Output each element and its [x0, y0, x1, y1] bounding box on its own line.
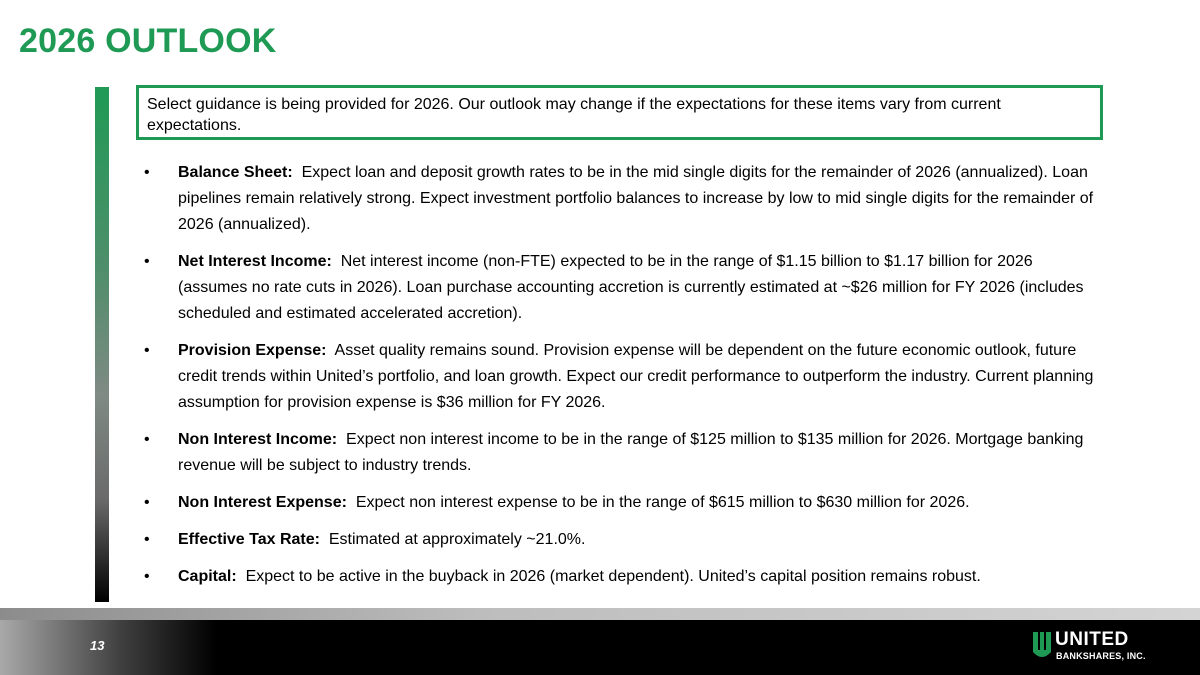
list-item: [140, 490, 1105, 516]
bullet-text: Net interest income (non-FTE) expected to be in the range of $1.15 billion to $1.17 billion for 2026 (assumes no rate cuts in 2026). Loan purchase accounting accretion is currently estimated at ~$26 million for FY 2026 (includes scheduled and estimated accelerated accretion).: [178, 253, 1084, 322]
logo-name: UNITED: [1055, 629, 1129, 650]
bullet-text: Estimated at approximately ~21.0%.: [328, 531, 586, 548]
list-item: [140, 564, 1105, 590]
list-item: [140, 427, 1105, 479]
bullet-label: Provision Expense:: [178, 342, 327, 359]
guidance-box: [136, 85, 1103, 140]
outlook-bullet-list: [140, 160, 1105, 601]
logo-subtitle: BANKSHARES, INC.: [1056, 651, 1146, 661]
list-item: [140, 527, 1105, 553]
list-item: [140, 249, 1105, 327]
list-item: [140, 160, 1105, 238]
bullet-label: Capital:: [178, 568, 237, 585]
united-bankshares-logo-icon: [1033, 632, 1051, 662]
bullet-label: Effective Tax Rate:: [178, 531, 320, 548]
bullet-text: Asset quality remains sound. Provision expense will be dependent on the future economic outlook, future credit trends within United’s portfolio, and loan growth. Expect our credit performance to outperform the industry. Current planning assumption for provision expense is $36 million for FY 2026.: [178, 342, 1094, 411]
page-number: 13: [90, 638, 105, 653]
accent-vertical-bar: [95, 87, 109, 602]
page-title: 2026 OUTLOOK: [19, 22, 277, 60]
bullet-label: Net Interest Income:: [178, 253, 332, 270]
bullet-label: Non Interest Income:: [178, 431, 338, 448]
bullet-text: Expect to be active in the buyback in 2026 (market dependent). United’s capital position remains robust.: [245, 568, 981, 585]
list-item: [140, 338, 1105, 416]
footer-bar: [0, 620, 1200, 675]
bullet-label: Non Interest Expense:: [178, 494, 347, 511]
bullet-dot-icon: •: [144, 431, 150, 448]
footer-divider-strip: [0, 608, 1200, 620]
bullet-dot-icon: •: [144, 531, 150, 548]
bullet-text: Expect non interest income to be in the range of $125 million to $135 million for 2026. Mortgage banking revenue will be subject to industry trends.: [178, 431, 1084, 474]
bullet-dot-icon: •: [144, 342, 150, 359]
bullet-dot-icon: •: [144, 494, 150, 511]
bullet-label: Balance Sheet:: [178, 164, 293, 181]
bullet-text: Expect loan and deposit growth rates to be in the mid single digits for the remainder of 2026 (annualized). Loan pipelines remain relatively strong. Expect investment portfolio balances to increase by low to mid single digits for the remainder of 2026 (annualized).: [178, 164, 1094, 233]
bullet-dot-icon: •: [144, 253, 150, 270]
bullet-dot-icon: •: [144, 164, 150, 181]
guidance-text: Select guidance is being provided for 2026. Our outlook may change if the expectations for these items vary from current expectations.: [147, 96, 1001, 134]
bullet-text: Expect non interest expense to be in the range of $615 million to $630 million for 2026.: [355, 494, 970, 511]
bullet-dot-icon: •: [144, 568, 150, 585]
